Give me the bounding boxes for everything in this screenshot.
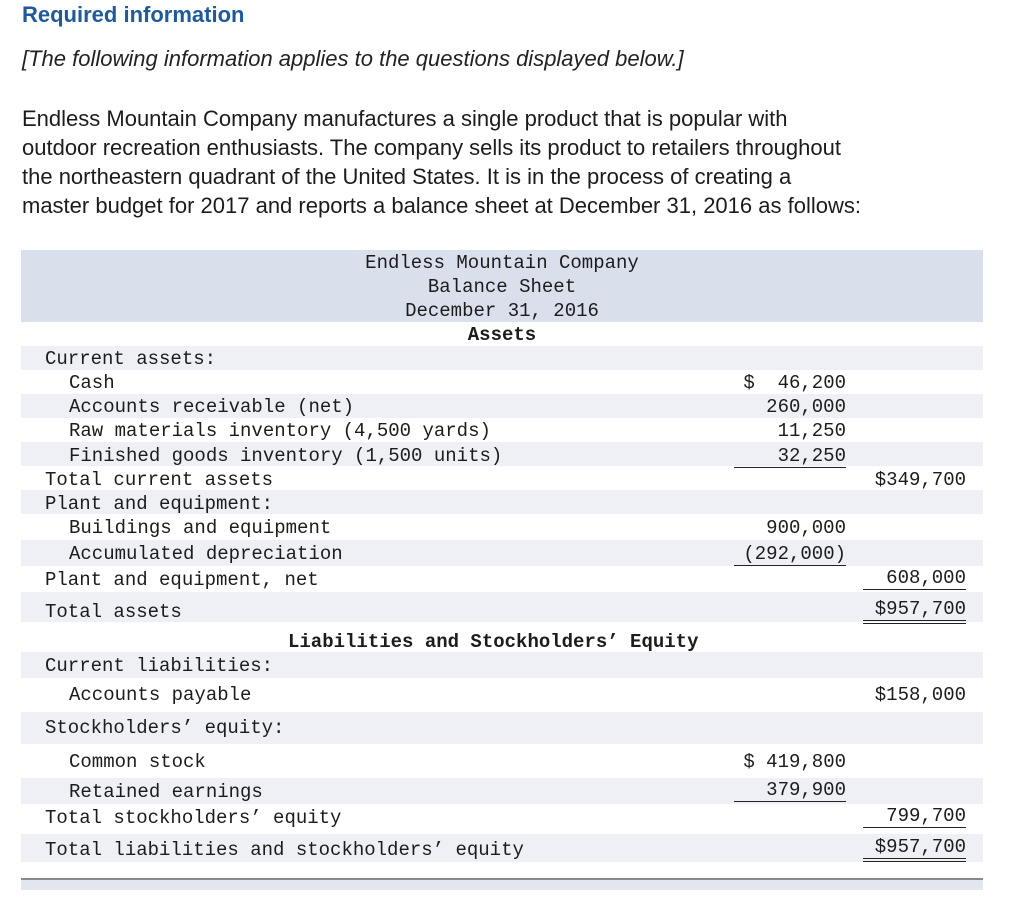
intro-line: Endless Mountain Company manufactures a single product that is popular with bbox=[22, 106, 788, 131]
current-liabilities-label: Current liabilities: bbox=[45, 655, 274, 677]
buildings-label: Buildings and equipment bbox=[69, 517, 332, 539]
plant-equipment-label: Plant and equipment: bbox=[45, 493, 274, 515]
buildings-value: 900,000 bbox=[766, 517, 846, 539]
accounts-receivable-label: Accounts receivable (net) bbox=[69, 396, 355, 418]
intro-line: outdoor recreation enthusiasts. The company sells its product to retailers throughout bbox=[22, 135, 841, 160]
accumulated-depreciation-label: Accumulated depreciation bbox=[69, 543, 343, 565]
total-equity-label: Total stockholders’ equity bbox=[45, 807, 342, 829]
accounts-receivable-value: 260,000 bbox=[766, 396, 846, 418]
raw-materials-value: 11,250 bbox=[777, 420, 846, 442]
total-assets-value: $957,700 bbox=[863, 598, 966, 624]
accounts-payable-value: $158,000 bbox=[874, 684, 966, 706]
plant-net-label: Plant and equipment, net bbox=[45, 569, 319, 591]
raw-materials-label: Raw materials inventory (4,500 yards) bbox=[69, 420, 491, 442]
company-name: Endless Mountain Company bbox=[365, 252, 639, 274]
table-bottom-border bbox=[21, 878, 983, 890]
intro-line: the northeastern quadrant of the United States. It is in the process of creating a bbox=[22, 164, 792, 189]
cash-value: $ 46,200 bbox=[743, 372, 846, 394]
plant-net-value: 608,000 bbox=[863, 567, 966, 590]
statement-date: December 31, 2016 bbox=[405, 300, 599, 322]
total-equity-value: 799,700 bbox=[863, 805, 966, 828]
common-stock-label: Common stock bbox=[69, 751, 206, 773]
intro-line: master budget for 2017 and reports a balance sheet at December 31, 2016 as follows: bbox=[22, 193, 861, 218]
required-information-title: Required information bbox=[22, 2, 245, 27]
total-liabilities-equity-label: Total liabilities and stockholders’ equity bbox=[45, 839, 524, 861]
retained-earnings-value: 379,900 bbox=[734, 779, 846, 802]
info-note: [The following information applies to the questions displayed below.] bbox=[22, 46, 684, 71]
balance-sheet-table bbox=[21, 250, 983, 890]
accumulated-depreciation-value: (292,000) bbox=[734, 543, 846, 566]
retained-earnings-label: Retained earnings bbox=[69, 781, 263, 803]
cash-label: Cash bbox=[69, 372, 115, 394]
intro-paragraph bbox=[22, 104, 1012, 220]
total-assets-label: Total assets bbox=[45, 601, 182, 623]
finished-goods-label: Finished goods inventory (1,500 units) bbox=[69, 445, 503, 467]
common-stock-value: $ 419,800 bbox=[743, 751, 846, 773]
total-liabilities-equity-value: $957,700 bbox=[863, 836, 966, 862]
finished-goods-value: 32,250 bbox=[734, 445, 846, 468]
statement-title: Balance Sheet bbox=[427, 276, 577, 298]
accounts-payable-label: Accounts payable bbox=[69, 684, 252, 706]
liabilities-equity-heading: Liabilities and Stockholders’ Equity bbox=[288, 631, 699, 653]
stockholders-equity-label: Stockholders’ equity: bbox=[45, 717, 285, 739]
current-assets-label: Current assets: bbox=[45, 348, 217, 370]
assets-heading: Assets bbox=[467, 324, 537, 346]
total-current-assets-value: $349,700 bbox=[874, 469, 966, 491]
total-current-assets-label: Total current assets bbox=[45, 469, 274, 491]
